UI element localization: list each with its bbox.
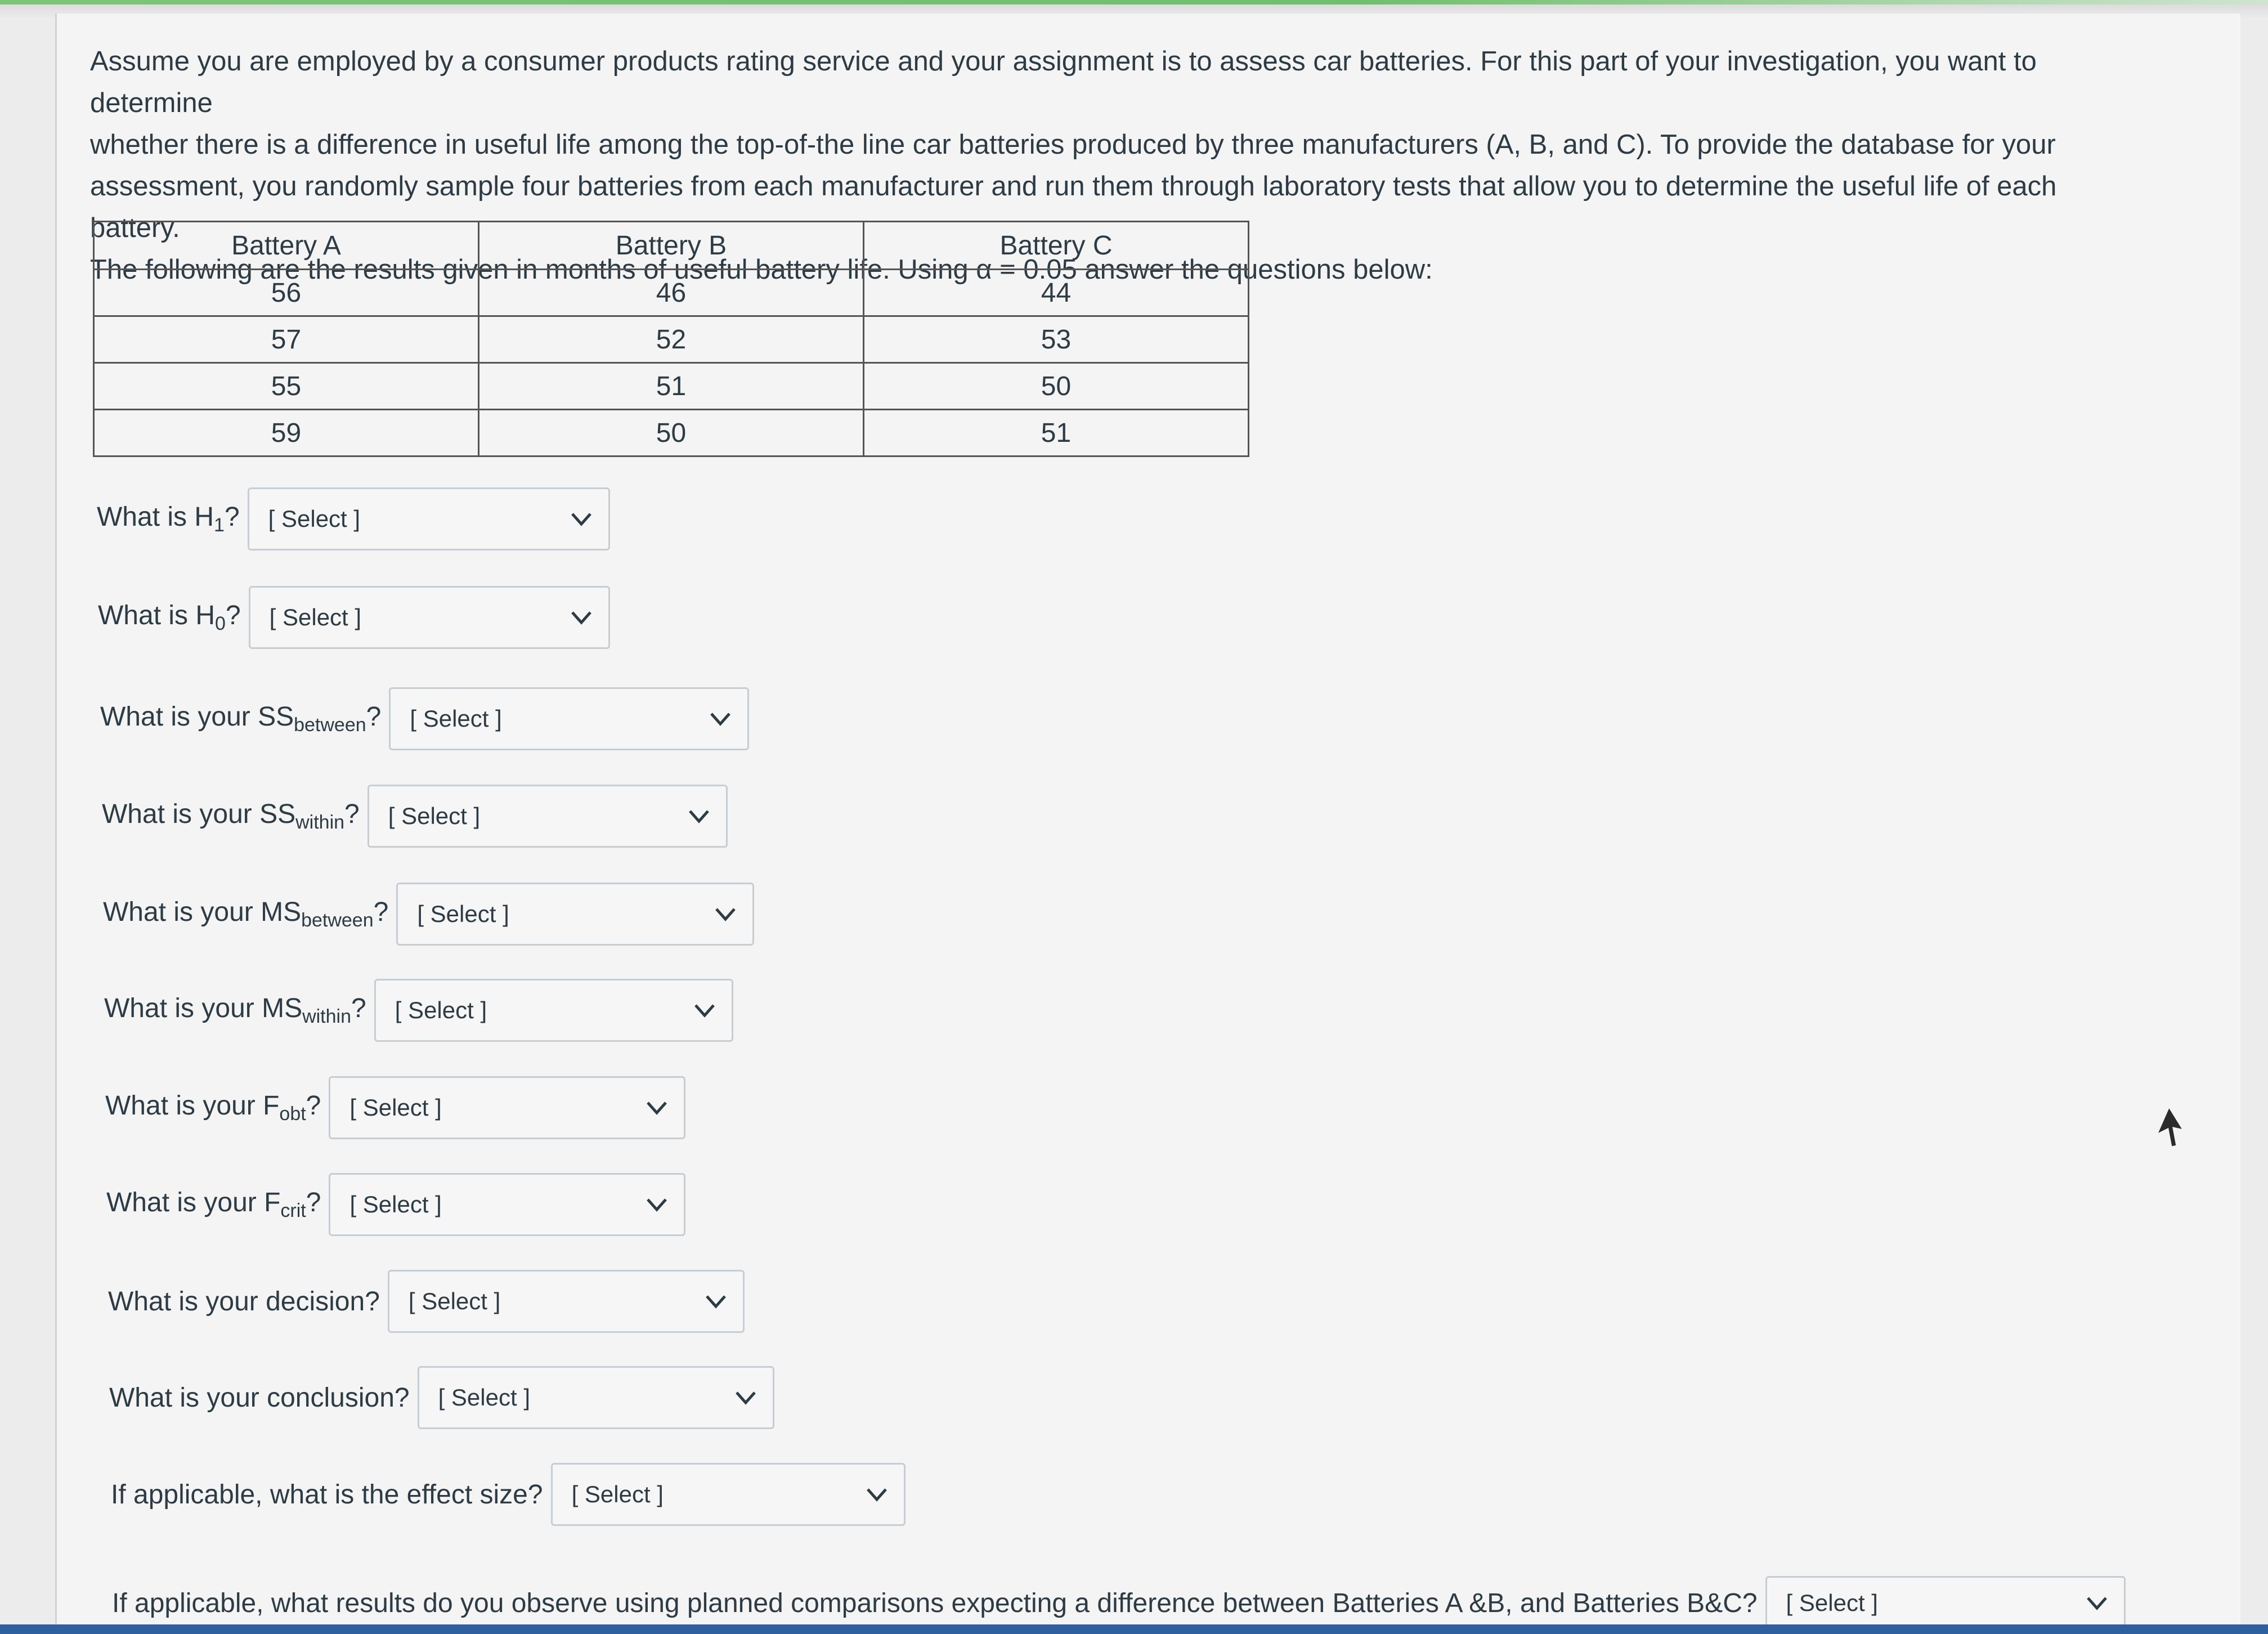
ss-within-select-value: [ Select ] xyxy=(388,803,481,829)
prompt-line-4: The following are the results given in months of useful battery life. Using α = 0.05 answer the questions below: xyxy=(90,254,1433,285)
prompt-line-3: assessment, you randomly sample four batteries from each manufacturer and run them through laboratory tests that allow you to determine the useful life of each battery. xyxy=(90,171,2057,243)
question-h0-label: What is $H_0$? xyxy=(98,601,241,634)
h0-select[interactable] xyxy=(249,586,610,649)
question-planned-comparisons-label: If applicable, what results do you observe using planned comparisons expecting a difference between Batteries A &B, and Batteries B&C? xyxy=(112,1588,1758,1618)
table-cell: 57 xyxy=(94,316,479,363)
table-cell: 51 xyxy=(864,410,1249,456)
ss-between-select-value: [ Select ] xyxy=(410,705,502,732)
ms-between-select-value: [ Select ] xyxy=(417,901,509,927)
question-conclusion xyxy=(109,1366,774,1429)
table-cell: 46 xyxy=(479,270,864,316)
chevron-down-icon xyxy=(688,808,710,825)
ms-between-select[interactable] xyxy=(396,883,754,946)
question-h1-label: What is $H_1$? xyxy=(97,502,240,536)
question-ss-between-label: What is your $SS_{between}$? xyxy=(100,702,382,736)
table-cell: 59 xyxy=(94,410,479,456)
chevron-down-icon xyxy=(734,1389,757,1406)
chevron-down-icon xyxy=(866,1486,888,1503)
ms-within-select-value: [ Select ] xyxy=(395,997,487,1023)
question-effect-size xyxy=(111,1463,906,1526)
chevron-down-icon xyxy=(693,1002,716,1019)
question-ms-between xyxy=(103,883,754,946)
question-decision xyxy=(108,1270,745,1333)
h0-select-value: [ Select ] xyxy=(269,604,362,630)
chevron-down-icon xyxy=(2086,1595,2108,1611)
table-cell: 50 xyxy=(864,363,1249,410)
table-header-row xyxy=(94,222,1249,270)
question-ms-within xyxy=(104,979,733,1042)
chevron-down-icon xyxy=(646,1196,668,1213)
table-row xyxy=(94,270,1249,316)
chevron-down-icon xyxy=(570,609,593,626)
bottom-status-bar xyxy=(0,1624,2268,1634)
h1-select-value: [ Select ] xyxy=(268,505,361,532)
table-row xyxy=(94,363,1249,410)
question-effect-size-label: If applicable, what is the effect size? xyxy=(111,1479,543,1510)
question-planned-comparisons xyxy=(112,1576,2126,1630)
header-battery-a: Battery A xyxy=(94,222,479,270)
chevron-down-icon xyxy=(705,1293,727,1310)
prompt-line-2: whether there is a difference in useful life among the top-of-the line car batteries produced by three manufacturers (A, B, and C). To provide the database for your xyxy=(90,129,2056,160)
question-conclusion-label: What is your conclusion? xyxy=(109,1382,410,1413)
table-cell: 52 xyxy=(479,316,864,363)
table-cell: 53 xyxy=(864,316,1249,363)
top-accent-bar xyxy=(0,0,2268,5)
prompt-line-1: Assume you are employed by a consumer products rating service and your assignment is to assess car batteries. For this part of your investigation, you want to determine xyxy=(90,46,2037,118)
f-obt-select[interactable] xyxy=(329,1076,685,1139)
effect-size-select[interactable] xyxy=(551,1463,906,1526)
question-decision-label: What is your decision? xyxy=(108,1286,380,1317)
battery-life-table xyxy=(93,221,1249,457)
ss-within-select[interactable] xyxy=(367,785,728,848)
header-battery-c: Battery C xyxy=(864,222,1249,270)
table-row xyxy=(94,410,1249,456)
chevron-down-icon xyxy=(646,1099,668,1116)
question-ms-within-label: What is your $MS_{within}$? xyxy=(104,993,366,1027)
planned-comparisons-select-value: [ Select ] xyxy=(1786,1590,1878,1616)
chevron-down-icon xyxy=(714,906,737,923)
question-ss-within-label: What is your $SS_{within}$? xyxy=(102,799,360,833)
ms-within-select[interactable] xyxy=(374,979,733,1042)
decision-select[interactable] xyxy=(388,1270,745,1333)
effect-size-select-value: [ Select ] xyxy=(571,1481,664,1507)
chevron-down-icon xyxy=(709,710,732,727)
question-f-obt-label: What is your $F_{obt}$? xyxy=(105,1091,321,1125)
conclusion-select[interactable] xyxy=(418,1366,774,1429)
question-ss-within xyxy=(102,785,728,848)
table-cell: 55 xyxy=(94,363,479,410)
table-row xyxy=(94,316,1249,363)
header-battery-b: Battery B xyxy=(479,222,864,270)
table-cell: 51 xyxy=(479,363,864,410)
question-f-obt xyxy=(105,1076,685,1139)
f-obt-select-value: [ Select ] xyxy=(349,1094,442,1121)
table-cell: 44 xyxy=(864,270,1249,316)
decision-select-value: [ Select ] xyxy=(408,1288,501,1314)
table-cell: 50 xyxy=(479,410,864,456)
question-ss-between xyxy=(100,687,749,750)
f-crit-select[interactable] xyxy=(329,1173,685,1236)
h1-select[interactable] xyxy=(248,487,610,550)
question-f-crit xyxy=(106,1173,685,1236)
question-ms-between-label: What is your $MS_{between}$? xyxy=(103,897,389,931)
mouse-cursor-icon xyxy=(2152,1105,2186,1150)
question-h1 xyxy=(97,487,610,550)
question-f-crit-label: What is your $F_{crit}$? xyxy=(106,1188,321,1221)
f-crit-select-value: [ Select ] xyxy=(349,1191,442,1217)
ss-between-select[interactable] xyxy=(389,687,749,750)
planned-comparisons-select[interactable] xyxy=(1765,1576,2126,1630)
table-cell: 56 xyxy=(94,270,479,316)
conclusion-select-value: [ Select ] xyxy=(438,1384,530,1411)
question-h0 xyxy=(98,586,610,649)
chevron-down-icon xyxy=(570,511,593,527)
